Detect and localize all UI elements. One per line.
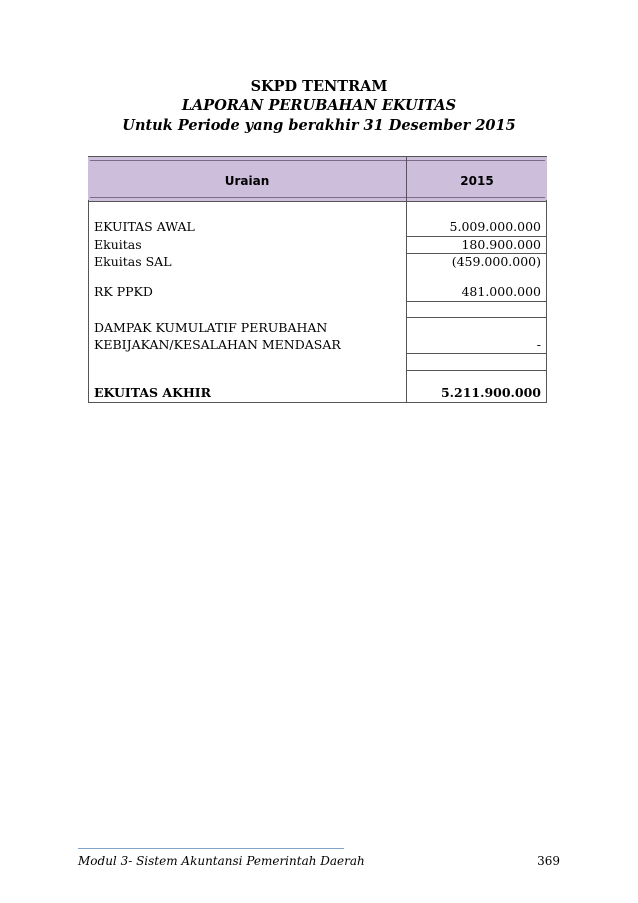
footer-module-title: Modul 3- Sistem Akuntansi Pemerintah Daerah: [78, 854, 365, 868]
report-title: LAPORAN PERUBAHAN EKUITAS: [181, 97, 457, 114]
row-value-dampak: -: [536, 337, 541, 352]
report-period: Untuk Periode yang berakhir 31 Desember 2015: [122, 117, 516, 134]
row-label-ekuitas: Ekuitas: [94, 237, 142, 252]
row-label-dampak-line1: DAMPAK KUMULATIF PERUBAHAN: [94, 320, 328, 335]
row-value-ekuitas: 180.900.000: [461, 237, 541, 252]
footer-divider: [78, 848, 344, 849]
row-label-ekuitas-akhir: EKUITAS AKHIR: [94, 385, 211, 400]
row-value-rk-ppkd: 481.000.000: [461, 284, 541, 299]
row-value-ekuitas-sal: (459.000.000): [451, 254, 541, 269]
row-label-rk-ppkd: RK PPKD: [94, 284, 153, 299]
row-value-ekuitas-akhir: 5.211.900.000: [440, 385, 541, 400]
equity-change-table: [88, 156, 547, 403]
column-header-description: Uraian: [224, 174, 270, 188]
column-header-year: 2015: [460, 174, 494, 188]
row-value-ekuitas-awal: 5.009.000.000: [449, 219, 541, 234]
report-entity-title: SKPD TENTRAM: [250, 78, 388, 95]
row-label-ekuitas-sal: Ekuitas SAL: [94, 254, 172, 269]
row-label-dampak-line2: KEBIJAKAN/KESALAHAN MENDASAR: [94, 337, 341, 352]
row-label-ekuitas-awal: EKUITAS AWAL: [94, 219, 195, 234]
table-header: [88, 156, 547, 202]
page-number: 369: [537, 854, 560, 868]
